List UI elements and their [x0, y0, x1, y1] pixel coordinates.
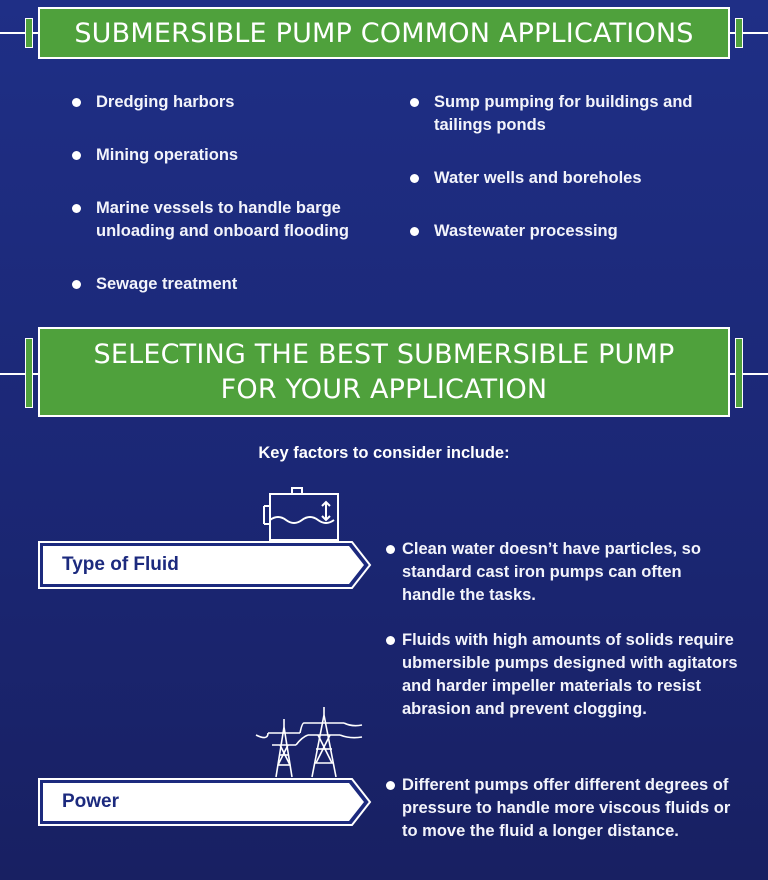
applications-left-list: [70, 91, 390, 296]
power-tower-icon: [254, 705, 364, 779]
intro-text: Key factors to consider include:: [258, 444, 510, 462]
list-item: Dredging harbors: [70, 91, 390, 114]
applications-title-text: SUBMERSIBLE PUMP COMMON APPLICATIONS: [74, 17, 694, 49]
list-item: Different pumps offer different degrees of pressure to handle more viscous fluids or to move the fluid a longer distance.: [386, 774, 731, 843]
applications-title: [38, 7, 730, 59]
list-item: Wastewater processing: [408, 220, 738, 243]
list-item: Sewage treatment: [70, 273, 390, 296]
applications-banner: [0, 0, 768, 70]
list-item: Water wells and boreholes: [408, 167, 738, 190]
power-label: Power: [62, 791, 120, 812]
banner-right-tab: [735, 338, 743, 408]
type-of-fluid-tag: [38, 541, 372, 589]
selection-title-line2: FOR YOUR APPLICATION: [220, 374, 548, 405]
power-points: [386, 774, 756, 843]
banner-left-tab: [25, 338, 33, 408]
list-item: Fluids with high amounts of solids require ubmersible pumps designed with agitators and harder impeller materials to resist abrasion and prevent clogging.: [386, 629, 751, 721]
applications-right-list: [408, 91, 738, 243]
power-tag: [38, 778, 372, 826]
fluid-points: [386, 538, 756, 721]
selection-banner: [0, 320, 768, 430]
selection-title: [38, 327, 730, 417]
list-item: Marine vessels to handle barge unloading and onboard flooding: [70, 197, 370, 243]
banner-right-tab: [735, 18, 743, 48]
list-item: Clean water doesn’t have particles, so standard cast iron pumps can often handle the tasks.: [386, 538, 716, 607]
list-item: Mining operations: [70, 144, 390, 167]
banner-left-tab: [25, 18, 33, 48]
type-of-fluid-label: Type of Fluid: [62, 554, 179, 575]
fluid-tank-icon: [262, 486, 342, 542]
selection-title-line1: SELECTING THE BEST SUBMERSIBLE PUMP: [93, 339, 675, 370]
list-item: Sump pumping for buildings and tailings ponds: [408, 91, 708, 137]
